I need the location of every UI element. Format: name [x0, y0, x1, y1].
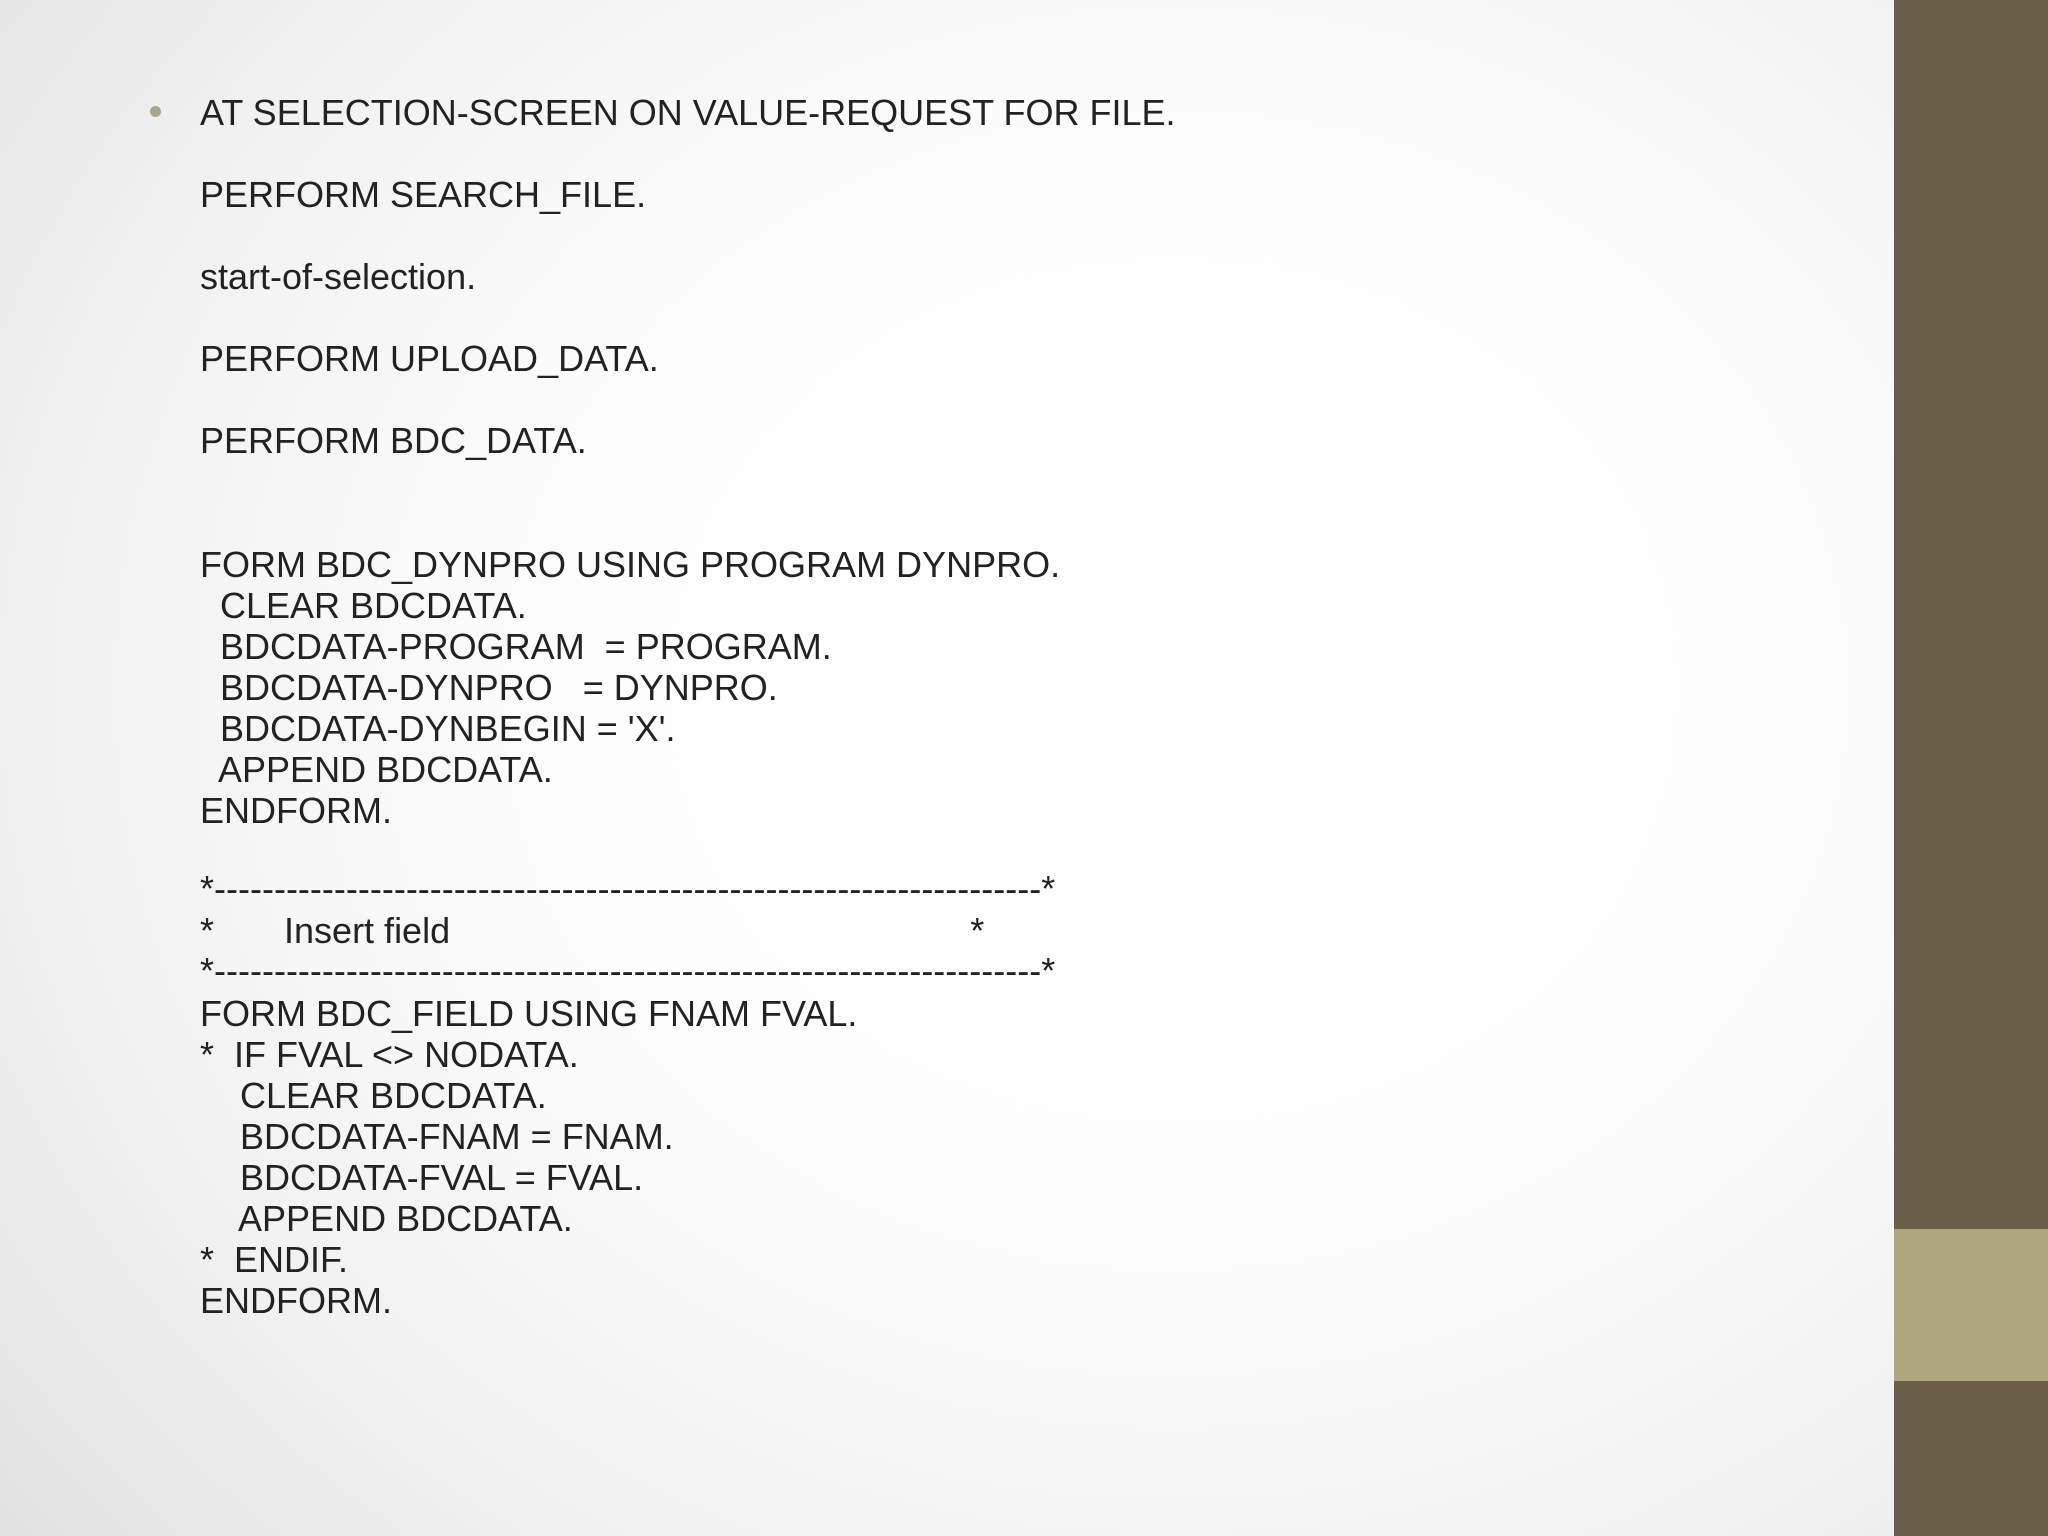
code-line: BDCDATA-DYNPRO = DYNPRO.	[200, 667, 778, 708]
code-line: CLEAR BDCDATA.	[200, 1075, 547, 1116]
code-line: BDCDATA-PROGRAM = PROGRAM.	[200, 626, 832, 667]
code-line: start-of-selection.	[200, 256, 477, 297]
decorative-side-accent	[1894, 1229, 2048, 1381]
code-line: FORM BDC_FIELD USING FNAM FVAL.	[200, 993, 858, 1034]
code-line: APPEND BDCDATA.	[200, 1198, 573, 1239]
code-line: PERFORM BDC_DATA.	[200, 420, 587, 461]
code-line: * ENDIF.	[200, 1239, 349, 1280]
code-line: PERFORM SEARCH_FILE.	[200, 174, 647, 215]
code-line: AT SELECTION-SCREEN ON VALUE-REQUEST FOR FILE.	[200, 92, 1176, 133]
code-line: * IF FVAL <> NODATA.	[200, 1034, 579, 1075]
comment-heading: * Insert field *	[200, 910, 985, 951]
code-line: APPEND BDCDATA.	[200, 749, 553, 790]
comment-divider: *---------------------------------------------------------------------*	[200, 868, 1056, 909]
code-line: FORM BDC_DYNPRO USING PROGRAM DYNPRO.	[200, 544, 1061, 585]
comment-divider: *---------------------------------------------------------------------*	[200, 950, 1056, 991]
code-line: ENDFORM.	[200, 790, 392, 831]
bullet-dot-icon	[150, 106, 161, 117]
code-line: PERFORM UPLOAD_DATA.	[200, 338, 659, 379]
code-line: BDCDATA-FNAM = FNAM.	[200, 1116, 674, 1157]
code-line: BDCDATA-FVAL = FVAL.	[200, 1157, 644, 1198]
code-line: BDCDATA-DYNBEGIN = 'X'.	[200, 708, 676, 749]
code-line: ENDFORM.	[200, 1280, 392, 1321]
code-line: CLEAR BDCDATA.	[200, 585, 527, 626]
